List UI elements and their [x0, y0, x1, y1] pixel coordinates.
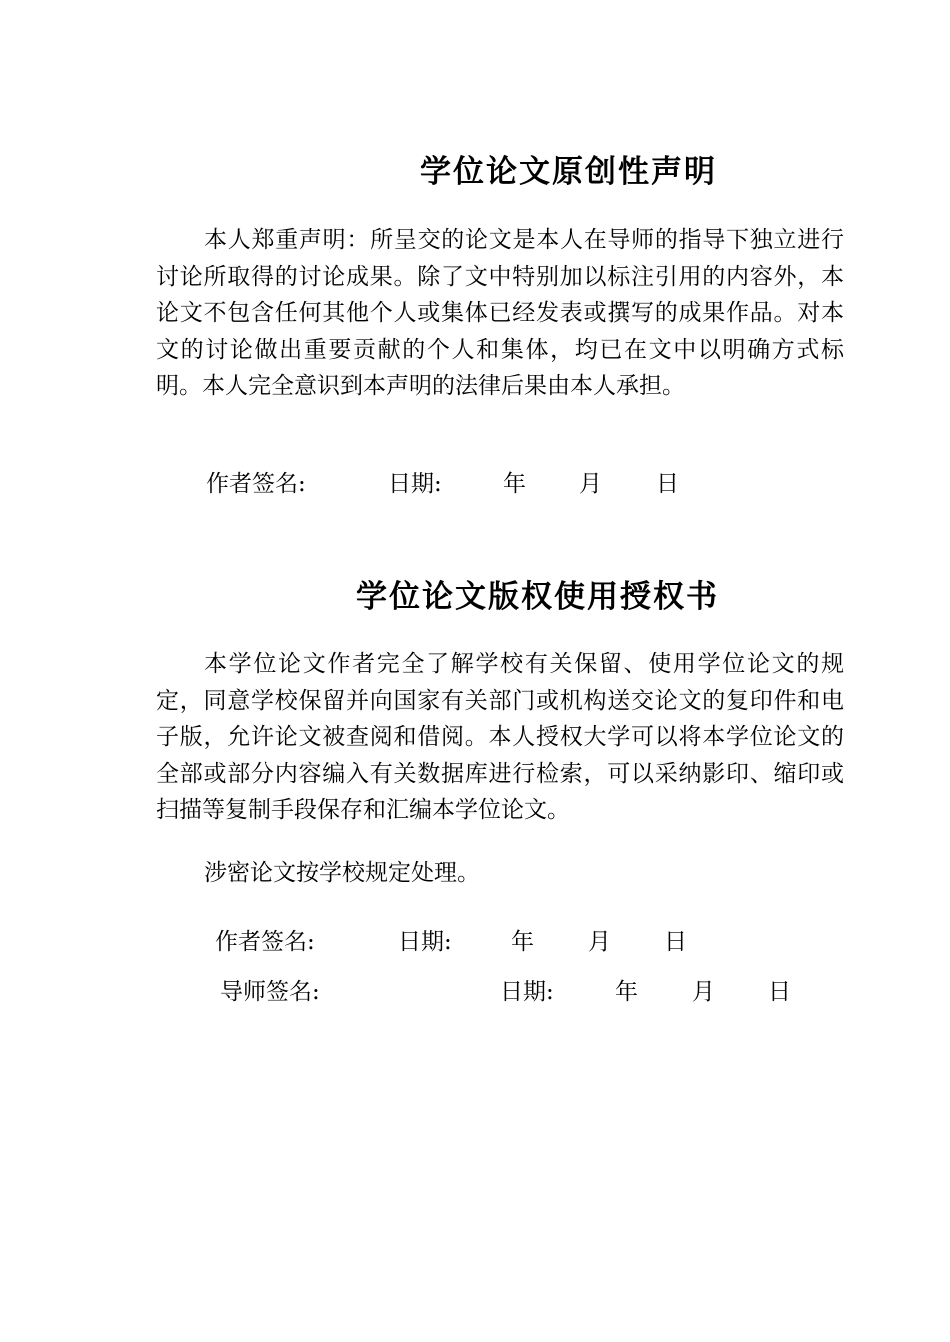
year-label: 年	[615, 979, 638, 1005]
day-label: 日	[664, 929, 687, 955]
declaration-title: 学位论文原创性声明	[420, 154, 717, 190]
declaration-signature-row	[0, 468, 950, 500]
month-label: 月	[588, 929, 611, 955]
day-label: 日	[768, 979, 791, 1005]
author-signature-label: 作者签名:	[215, 929, 315, 955]
month-label: 月	[692, 979, 715, 1005]
date-label: 日期:	[398, 929, 452, 955]
authorization-body: 本学位论文作者完全了解学校有关保留、使用学位论文的规定，同意学校保留并向国家有关部门或机构送交论文的复印件和电子版，允许论文被查阅和借阅。本人授权大学可以将本学位论文的全部或部分内容编入有关数据库进行检索，可以采纳影印、缩印或扫描等复制手段保存和汇编本学位论文。	[156, 651, 844, 823]
year-label: 年	[503, 471, 526, 497]
date-label: 日期:	[388, 471, 442, 497]
date-label: 日期:	[500, 979, 554, 1005]
supervisor-signature-label: 导师签名:	[220, 979, 320, 1005]
supervisor-signature-row	[0, 976, 950, 1008]
author-signature-label: 作者签名:	[206, 471, 306, 497]
year-label: 年	[511, 929, 534, 955]
month-label: 月	[579, 471, 602, 497]
author-signature-row	[0, 926, 950, 958]
secret-note: 涉密论文按学校规定处理。	[204, 860, 480, 886]
authorization-title: 学位论文版权使用授权书	[356, 579, 719, 615]
day-label: 日	[656, 471, 679, 497]
declaration-body: 本人郑重声明：所呈交的论文是本人在导师的指导下独立进行讨论所取得的讨论成果。除了文中特别加以标注引用的内容外，本论文不包含任何其他个人或集体已经发表或撰写的成果作品。对本文的讨论做出重要贡献的个人和集体，均已在文中以明确方式标明。本人完全意识到本声明的法律后果由本人承担。	[156, 227, 844, 399]
